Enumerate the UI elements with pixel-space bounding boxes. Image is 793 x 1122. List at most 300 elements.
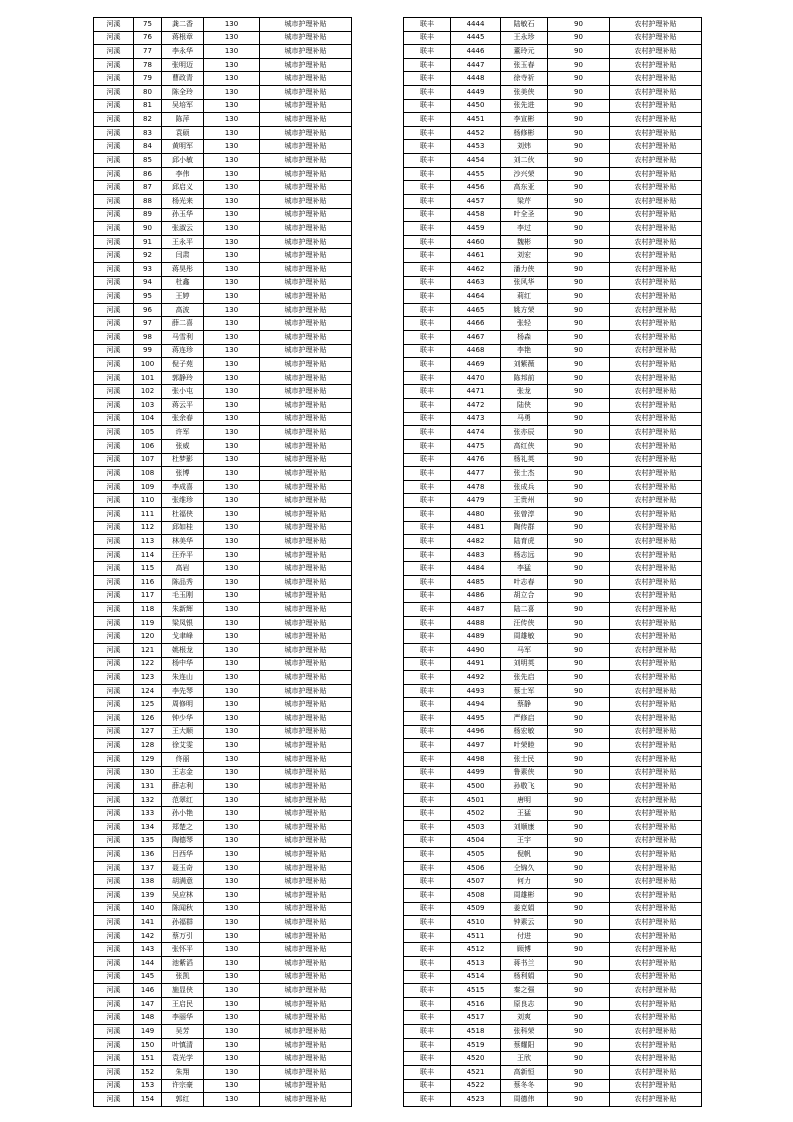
table-row	[404, 739, 702, 753]
amount-cell: 90	[548, 616, 610, 630]
amount-cell: 130	[204, 521, 260, 535]
town-cell: 联丰	[404, 439, 451, 453]
amount-cell: 130	[204, 222, 260, 236]
serial-number-cell: 115	[134, 562, 162, 576]
amount-cell: 90	[548, 453, 610, 467]
amount-cell: 90	[548, 820, 610, 834]
name-cell: 张成兵	[501, 480, 548, 494]
table-row	[94, 603, 352, 617]
amount-cell: 90	[548, 1011, 610, 1025]
table-row	[404, 1052, 702, 1066]
table-row	[404, 861, 702, 875]
serial-number-cell: 98	[134, 331, 162, 345]
town-cell: 河溪	[94, 1093, 134, 1107]
name-cell: 张玉春	[501, 58, 548, 72]
name-cell: 吴应林	[162, 889, 204, 903]
table-row	[404, 1093, 702, 1107]
name-cell: 王大顺	[162, 725, 204, 739]
subsidy-type-cell: 城市护理补贴	[260, 916, 352, 930]
amount-cell: 90	[548, 31, 610, 45]
table-row	[404, 1011, 702, 1025]
town-cell: 河溪	[94, 99, 134, 113]
amount-cell: 130	[204, 235, 260, 249]
name-cell: 朱翔	[162, 1065, 204, 1079]
name-cell: 魏彬	[501, 235, 548, 249]
serial-number-cell: 116	[134, 575, 162, 589]
table-row	[94, 848, 352, 862]
serial-number-cell: 4455	[451, 167, 501, 181]
town-cell: 河溪	[94, 249, 134, 263]
subsidy-type-cell: 农村护理补贴	[610, 997, 702, 1011]
subsidy-type-cell: 农村护理补贴	[610, 793, 702, 807]
amount-cell: 130	[204, 317, 260, 331]
town-cell: 联丰	[404, 426, 451, 440]
town-cell: 联丰	[404, 453, 451, 467]
town-cell: 联丰	[404, 521, 451, 535]
subsidy-type-cell: 城市护理补贴	[260, 167, 352, 181]
subsidy-type-cell: 农村护理补贴	[610, 1038, 702, 1052]
town-cell: 河溪	[94, 766, 134, 780]
table-row	[404, 725, 702, 739]
table-row	[404, 45, 702, 59]
town-cell: 联丰	[404, 1093, 451, 1107]
town-cell: 联丰	[404, 575, 451, 589]
name-cell: 邱启义	[162, 181, 204, 195]
table-row	[94, 725, 352, 739]
amount-cell: 130	[204, 99, 260, 113]
serial-number-cell: 4506	[451, 861, 501, 875]
town-cell: 联丰	[404, 317, 451, 331]
subsidy-type-cell: 农村护理补贴	[610, 58, 702, 72]
amount-cell: 90	[548, 385, 610, 399]
town-cell: 联丰	[404, 752, 451, 766]
serial-number-cell: 111	[134, 507, 162, 521]
subsidy-type-cell: 农村护理补贴	[610, 99, 702, 113]
serial-number-cell: 91	[134, 235, 162, 249]
subsidy-type-cell: 城市护理补贴	[260, 72, 352, 86]
subsidy-type-cell: 城市护理补贴	[260, 317, 352, 331]
town-cell: 河溪	[94, 752, 134, 766]
name-cell: 杨宏敏	[501, 725, 548, 739]
serial-number-cell: 4487	[451, 603, 501, 617]
name-cell: 仝锦久	[501, 861, 548, 875]
serial-number-cell: 129	[134, 752, 162, 766]
town-cell: 联丰	[404, 984, 451, 998]
name-cell: 张先进	[501, 99, 548, 113]
town-cell: 河溪	[94, 399, 134, 413]
amount-cell: 90	[548, 480, 610, 494]
serial-number-cell: 83	[134, 126, 162, 140]
subsidy-type-cell: 农村护理补贴	[610, 752, 702, 766]
table-row	[94, 834, 352, 848]
serial-number-cell: 84	[134, 140, 162, 154]
name-cell: 戈聿峰	[162, 630, 204, 644]
table-row	[404, 575, 702, 589]
town-cell: 联丰	[404, 99, 451, 113]
serial-number-cell: 4513	[451, 957, 501, 971]
table-row	[94, 1079, 352, 1093]
town-cell: 联丰	[404, 766, 451, 780]
name-cell: 叶荣睦	[501, 739, 548, 753]
name-cell: 蔡冬冬	[501, 1079, 548, 1093]
serial-number-cell: 4512	[451, 943, 501, 957]
serial-number-cell: 4496	[451, 725, 501, 739]
table-row	[94, 181, 352, 195]
subsidy-type-cell: 城市护理补贴	[260, 208, 352, 222]
subsidy-type-cell: 农村护理补贴	[610, 889, 702, 903]
table-row	[404, 916, 702, 930]
amount-cell: 130	[204, 875, 260, 889]
subsidy-type-cell: 城市护理补贴	[260, 507, 352, 521]
serial-number-cell: 4493	[451, 684, 501, 698]
town-cell: 河溪	[94, 780, 134, 794]
name-cell: 杨礼英	[501, 453, 548, 467]
table-row	[94, 249, 352, 263]
amount-cell: 90	[548, 739, 610, 753]
amount-cell: 90	[548, 875, 610, 889]
table-row	[404, 793, 702, 807]
serial-number-cell: 93	[134, 262, 162, 276]
serial-number-cell: 113	[134, 535, 162, 549]
name-cell: 吴培军	[162, 99, 204, 113]
table-row	[404, 208, 702, 222]
table-row	[94, 194, 352, 208]
name-cell: 蔡士军	[501, 684, 548, 698]
serial-number-cell: 4474	[451, 426, 501, 440]
town-cell: 联丰	[404, 58, 451, 72]
subsidy-type-cell: 城市护理补贴	[260, 140, 352, 154]
serial-number-cell: 4456	[451, 181, 501, 195]
subsidy-type-cell: 城市护理补贴	[260, 45, 352, 59]
subsidy-type-cell: 城市护理补贴	[260, 1093, 352, 1107]
name-cell: 毛玉刚	[162, 589, 204, 603]
serial-number-cell: 4480	[451, 507, 501, 521]
town-cell: 河溪	[94, 793, 134, 807]
table-row	[94, 331, 352, 345]
subsidy-type-cell: 城市护理补贴	[260, 889, 352, 903]
subsidy-type-cell: 农村护理补贴	[610, 181, 702, 195]
town-cell: 河溪	[94, 943, 134, 957]
serial-number-cell: 4498	[451, 752, 501, 766]
amount-cell: 130	[204, 943, 260, 957]
subsidy-type-cell: 农村护理补贴	[610, 290, 702, 304]
subsidy-type-cell: 城市护理补贴	[260, 671, 352, 685]
name-cell: 孙福群	[162, 916, 204, 930]
amount-cell: 90	[548, 1025, 610, 1039]
name-cell: 吴芳	[162, 1025, 204, 1039]
name-cell: 付进	[501, 929, 548, 943]
table-row	[404, 276, 702, 290]
amount-cell: 130	[204, 929, 260, 943]
town-cell: 联丰	[404, 140, 451, 154]
town-cell: 河溪	[94, 807, 134, 821]
serial-number-cell: 4519	[451, 1038, 501, 1052]
subsidy-type-cell: 农村护理补贴	[610, 72, 702, 86]
amount-cell: 90	[548, 970, 610, 984]
subsidy-type-cell: 农村护理补贴	[610, 834, 702, 848]
serial-number-cell: 4510	[451, 916, 501, 930]
table-row	[94, 1065, 352, 1079]
table-row	[94, 276, 352, 290]
name-cell: 陶德琴	[162, 834, 204, 848]
table-row	[94, 344, 352, 358]
town-cell: 河溪	[94, 712, 134, 726]
subsidy-type-cell: 城市护理补贴	[260, 657, 352, 671]
amount-cell: 90	[548, 344, 610, 358]
name-cell: 叶慎清	[162, 1038, 204, 1052]
right-subsidy-table	[403, 17, 702, 1107]
serial-number-cell: 152	[134, 1065, 162, 1079]
name-cell: 高红侠	[501, 439, 548, 453]
town-cell: 联丰	[404, 684, 451, 698]
left-table-body	[94, 18, 352, 1107]
serial-number-cell: 131	[134, 780, 162, 794]
subsidy-type-cell: 农村护理补贴	[610, 331, 702, 345]
amount-cell: 90	[548, 535, 610, 549]
name-cell: 秦之强	[501, 984, 548, 998]
town-cell: 河溪	[94, 439, 134, 453]
subsidy-type-cell: 农村护理补贴	[610, 344, 702, 358]
town-cell: 联丰	[404, 820, 451, 834]
amount-cell: 130	[204, 194, 260, 208]
serial-number-cell: 108	[134, 467, 162, 481]
table-row	[94, 317, 352, 331]
amount-cell: 90	[548, 575, 610, 589]
town-cell: 联丰	[404, 480, 451, 494]
serial-number-cell: 101	[134, 371, 162, 385]
serial-number-cell: 147	[134, 997, 162, 1011]
amount-cell: 130	[204, 290, 260, 304]
table-row	[94, 426, 352, 440]
name-cell: 杨利娟	[501, 970, 548, 984]
subsidy-type-cell: 农村护理补贴	[610, 276, 702, 290]
serial-number-cell: 4520	[451, 1052, 501, 1066]
name-cell: 张风华	[501, 276, 548, 290]
table-row	[94, 875, 352, 889]
table-row	[94, 412, 352, 426]
town-cell: 联丰	[404, 1011, 451, 1025]
amount-cell: 90	[548, 290, 610, 304]
serial-number-cell: 148	[134, 1011, 162, 1025]
table-row	[404, 167, 702, 181]
amount-cell: 90	[548, 58, 610, 72]
name-cell: 刘宏	[501, 249, 548, 263]
table-row	[94, 480, 352, 494]
table-row	[404, 752, 702, 766]
amount-cell: 130	[204, 807, 260, 821]
serial-number-cell: 105	[134, 426, 162, 440]
amount-cell: 90	[548, 957, 610, 971]
table-row	[94, 58, 352, 72]
table-row	[404, 889, 702, 903]
subsidy-type-cell: 农村护理补贴	[610, 589, 702, 603]
town-cell: 联丰	[404, 385, 451, 399]
table-row	[404, 181, 702, 195]
town-cell: 河溪	[94, 45, 134, 59]
subsidy-type-cell: 城市护理补贴	[260, 249, 352, 263]
amount-cell: 130	[204, 725, 260, 739]
subsidy-type-cell: 城市护理补贴	[260, 752, 352, 766]
amount-cell: 90	[548, 439, 610, 453]
subsidy-type-cell: 农村护理补贴	[610, 698, 702, 712]
town-cell: 河溪	[94, 589, 134, 603]
town-cell: 河溪	[94, 494, 134, 508]
serial-number-cell: 130	[134, 766, 162, 780]
town-cell: 联丰	[404, 1025, 451, 1039]
town-cell: 联丰	[404, 18, 451, 32]
town-cell: 联丰	[404, 698, 451, 712]
amount-cell: 130	[204, 58, 260, 72]
subsidy-type-cell: 农村护理补贴	[610, 820, 702, 834]
amount-cell: 130	[204, 603, 260, 617]
name-cell: 张余春	[162, 412, 204, 426]
town-cell: 河溪	[94, 412, 134, 426]
subsidy-type-cell: 城市护理补贴	[260, 99, 352, 113]
table-row	[94, 616, 352, 630]
subsidy-type-cell: 农村护理补贴	[610, 358, 702, 372]
town-cell: 河溪	[94, 18, 134, 32]
amount-cell: 90	[548, 752, 610, 766]
name-cell: 李永华	[162, 45, 204, 59]
table-row	[404, 494, 702, 508]
table-row	[94, 303, 352, 317]
serial-number-cell: 123	[134, 671, 162, 685]
town-cell: 联丰	[404, 589, 451, 603]
amount-cell: 90	[548, 725, 610, 739]
serial-number-cell: 4485	[451, 575, 501, 589]
subsidy-type-cell: 农村护理补贴	[610, 916, 702, 930]
serial-number-cell: 4501	[451, 793, 501, 807]
name-cell: 王志金	[162, 766, 204, 780]
town-cell: 联丰	[404, 222, 451, 236]
table-row	[404, 997, 702, 1011]
subsidy-type-cell: 农村护理补贴	[610, 412, 702, 426]
town-cell: 联丰	[404, 793, 451, 807]
town-cell: 河溪	[94, 507, 134, 521]
name-cell: 董玲元	[501, 45, 548, 59]
town-cell: 联丰	[404, 412, 451, 426]
name-cell: 张龙	[501, 385, 548, 399]
serial-number-cell: 4459	[451, 222, 501, 236]
table-row	[94, 235, 352, 249]
name-cell: 李宣彬	[501, 113, 548, 127]
subsidy-type-cell: 农村护理补贴	[610, 562, 702, 576]
name-cell: 王启民	[162, 997, 204, 1011]
serial-number-cell: 4446	[451, 45, 501, 59]
serial-number-cell: 4447	[451, 58, 501, 72]
serial-number-cell: 144	[134, 957, 162, 971]
amount-cell: 130	[204, 957, 260, 971]
serial-number-cell: 4460	[451, 235, 501, 249]
subsidy-type-cell: 农村护理补贴	[610, 875, 702, 889]
table-row	[94, 113, 352, 127]
subsidy-type-cell: 农村护理补贴	[610, 235, 702, 249]
subsidy-type-cell: 城市护理补贴	[260, 331, 352, 345]
amount-cell: 130	[204, 412, 260, 426]
name-cell: 杜鑫	[162, 276, 204, 290]
town-cell: 联丰	[404, 494, 451, 508]
town-cell: 联丰	[404, 31, 451, 45]
amount-cell: 90	[548, 698, 610, 712]
subsidy-type-cell: 城市护理补贴	[260, 1025, 352, 1039]
town-cell: 联丰	[404, 262, 451, 276]
town-cell: 河溪	[94, 548, 134, 562]
name-cell: 张士民	[501, 752, 548, 766]
name-cell: 陆二喜	[501, 603, 548, 617]
serial-number-cell: 137	[134, 861, 162, 875]
name-cell: 胡满意	[162, 875, 204, 889]
subsidy-type-cell: 农村护理补贴	[610, 780, 702, 794]
table-row	[94, 575, 352, 589]
name-cell: 刘二伙	[501, 154, 548, 168]
subsidy-type-cell: 农村护理补贴	[610, 603, 702, 617]
town-cell: 河溪	[94, 86, 134, 100]
amount-cell: 130	[204, 167, 260, 181]
subsidy-type-cell: 城市护理补贴	[260, 861, 352, 875]
subsidy-type-cell: 农村护理补贴	[610, 848, 702, 862]
town-cell: 河溪	[94, 970, 134, 984]
name-cell: 王欣	[501, 1052, 548, 1066]
table-row	[404, 439, 702, 453]
subsidy-type-cell: 农村护理补贴	[610, 1052, 702, 1066]
name-cell: 郑楚之	[162, 820, 204, 834]
amount-cell: 130	[204, 834, 260, 848]
town-cell: 联丰	[404, 780, 451, 794]
amount-cell: 130	[204, 820, 260, 834]
town-cell: 河溪	[94, 276, 134, 290]
serial-number-cell: 4492	[451, 671, 501, 685]
subsidy-type-cell: 城市护理补贴	[260, 739, 352, 753]
serial-number-cell: 4517	[451, 1011, 501, 1025]
amount-cell: 90	[548, 848, 610, 862]
town-cell: 联丰	[404, 331, 451, 345]
serial-number-cell: 127	[134, 725, 162, 739]
table-row	[94, 140, 352, 154]
subsidy-type-cell: 农村护理补贴	[610, 249, 702, 263]
amount-cell: 130	[204, 575, 260, 589]
subsidy-type-cell: 城市护理补贴	[260, 453, 352, 467]
subsidy-type-cell: 农村护理补贴	[610, 222, 702, 236]
amount-cell: 130	[204, 344, 260, 358]
town-cell: 联丰	[404, 902, 451, 916]
subsidy-type-cell: 城市护理补贴	[260, 848, 352, 862]
name-cell: 马雪利	[162, 331, 204, 345]
table-row	[94, 167, 352, 181]
town-cell: 联丰	[404, 1079, 451, 1093]
town-cell: 河溪	[94, 290, 134, 304]
town-cell: 河溪	[94, 521, 134, 535]
town-cell: 联丰	[404, 371, 451, 385]
subsidy-type-cell: 城市护理补贴	[260, 276, 352, 290]
town-cell: 联丰	[404, 603, 451, 617]
subsidy-type-cell: 农村护理补贴	[610, 684, 702, 698]
amount-cell: 130	[204, 113, 260, 127]
name-cell: 高新恒	[501, 1065, 548, 1079]
subsidy-type-cell: 城市护理补贴	[260, 303, 352, 317]
subsidy-type-cell: 农村护理补贴	[610, 575, 702, 589]
amount-cell: 90	[548, 399, 610, 413]
name-cell: 张科荣	[501, 1025, 548, 1039]
table-row	[94, 1093, 352, 1107]
table-row	[404, 99, 702, 113]
subsidy-type-cell: 城市护理补贴	[260, 535, 352, 549]
name-cell: 王婷	[162, 290, 204, 304]
table-row	[94, 752, 352, 766]
table-row	[404, 957, 702, 971]
table-row	[94, 467, 352, 481]
serial-number-cell: 4482	[451, 535, 501, 549]
serial-number-cell: 4518	[451, 1025, 501, 1039]
